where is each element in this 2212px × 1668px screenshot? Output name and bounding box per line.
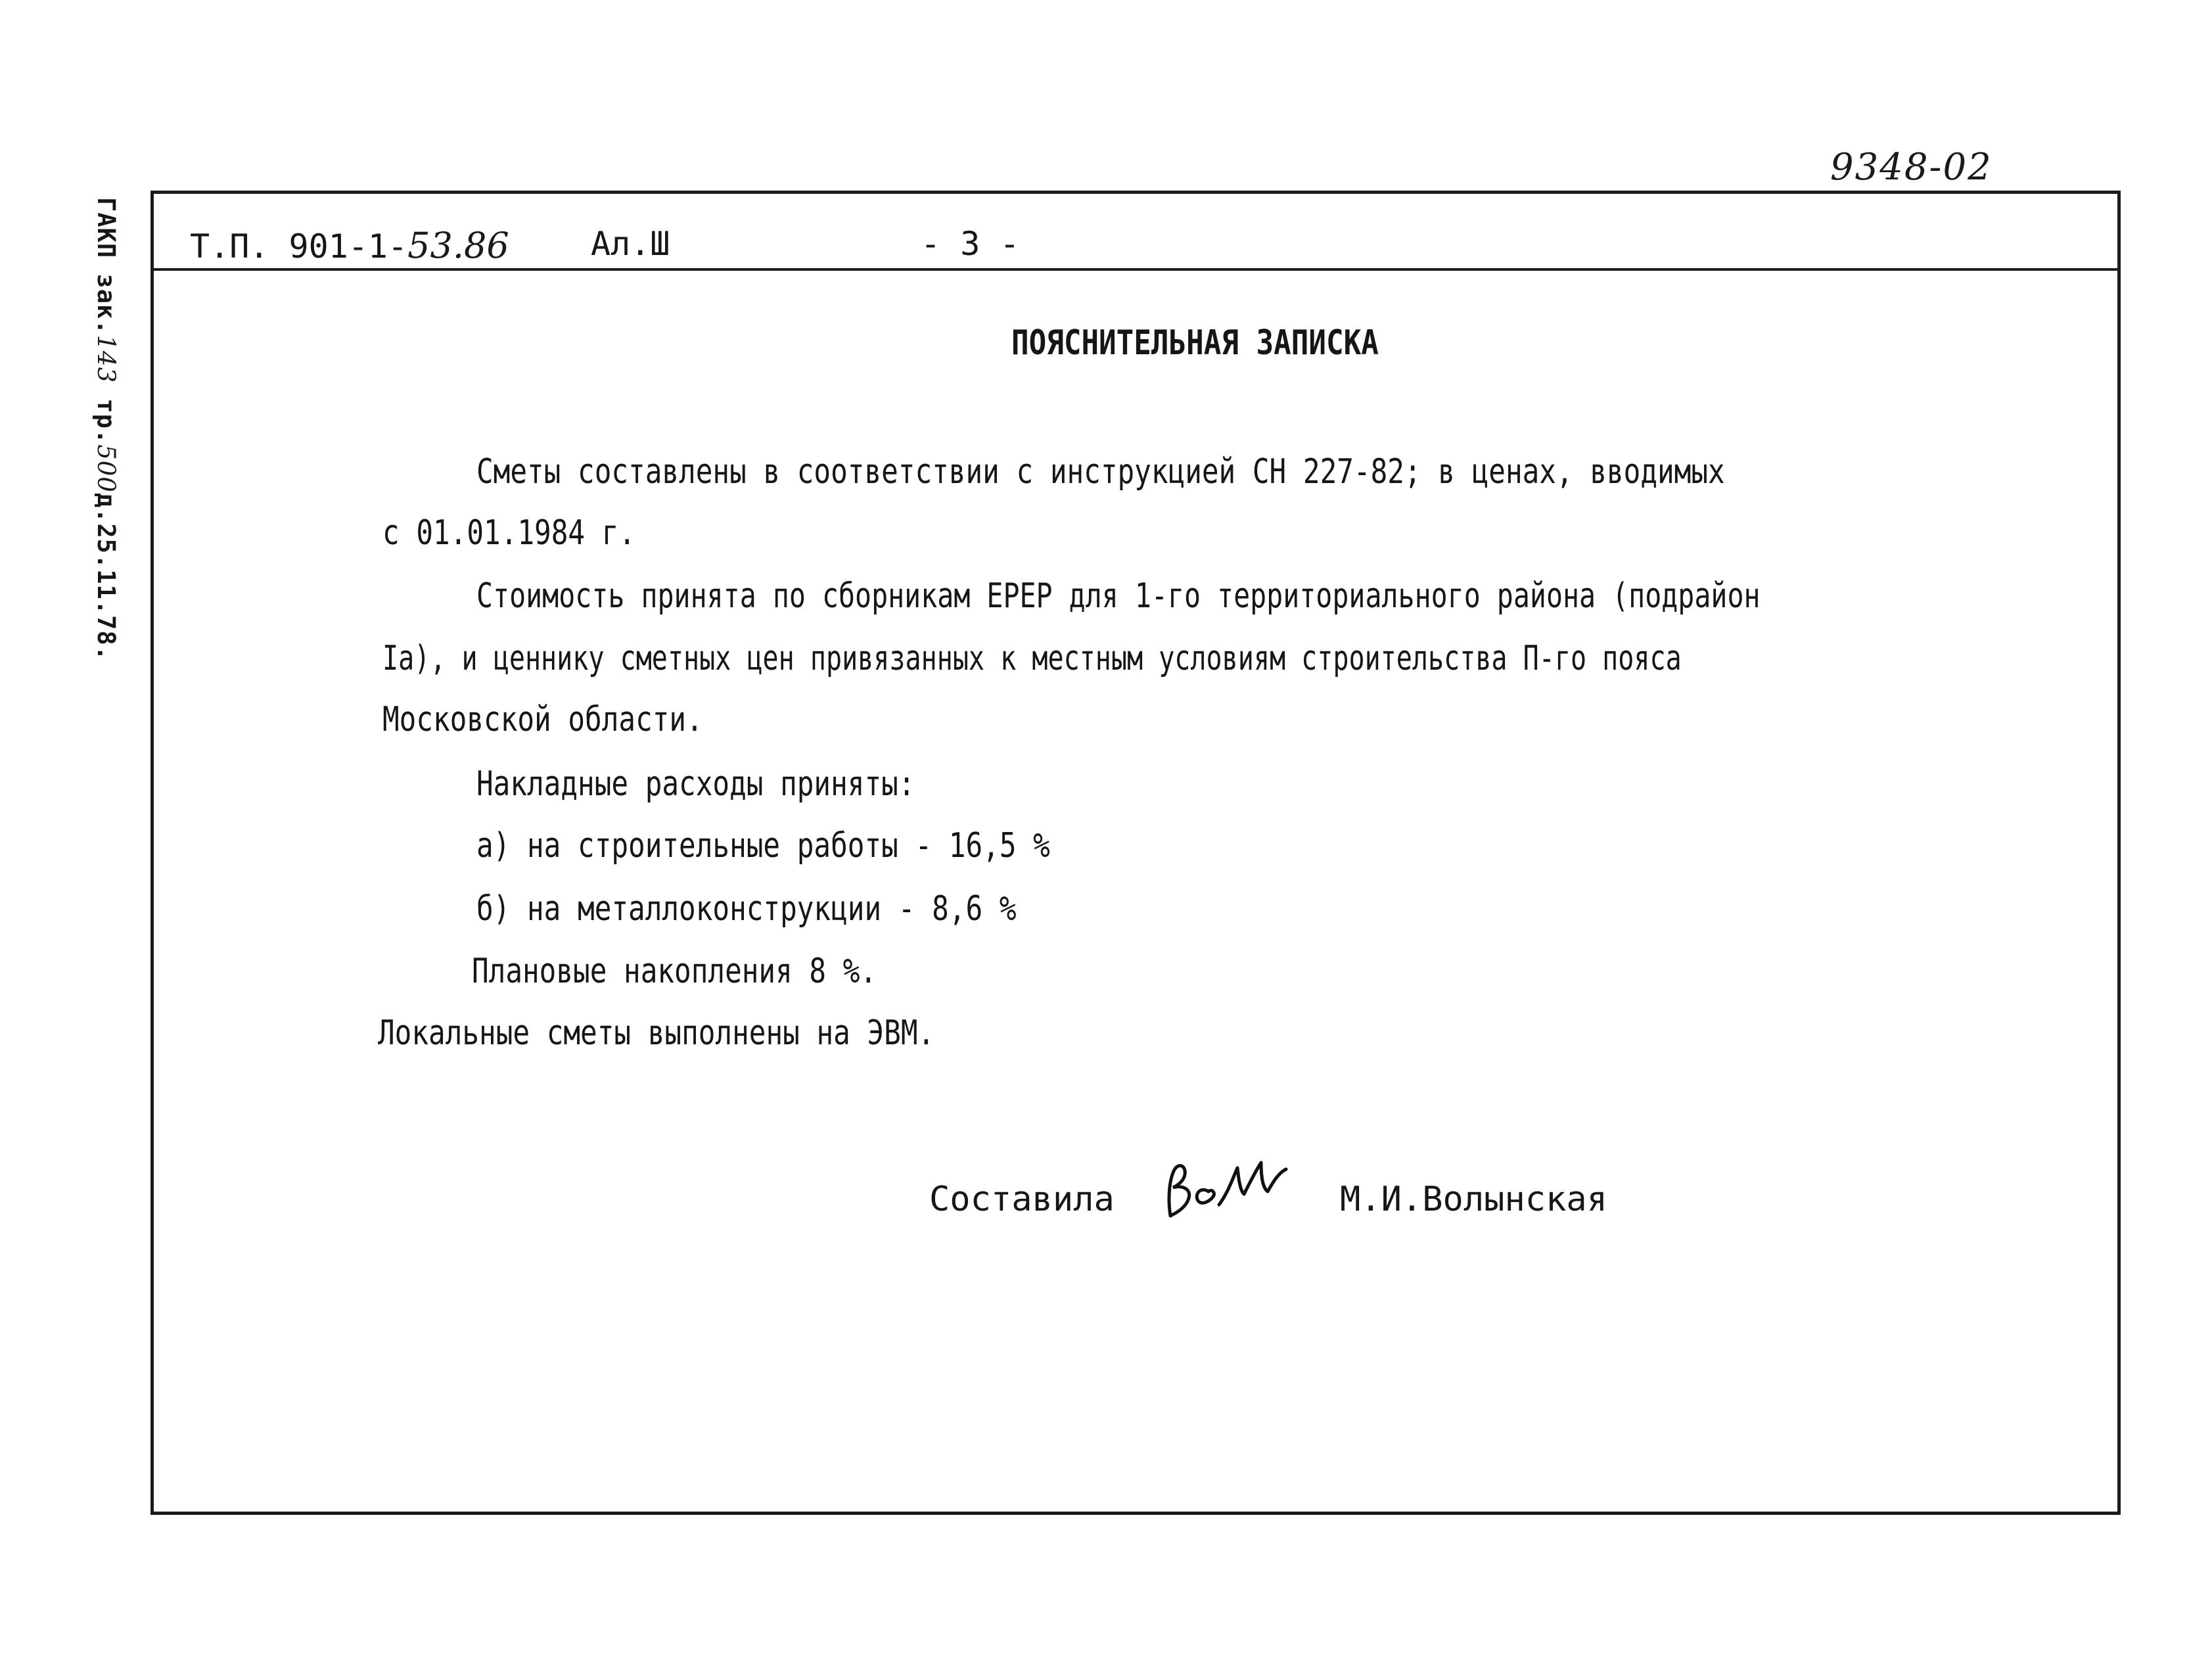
handwritten-signature <box>1163 1153 1294 1226</box>
page-number: - 3 - <box>921 225 1020 263</box>
body-line: а) на строительные работы - 16,5 % <box>476 826 1050 866</box>
body-line: Плановые накопления 8 %. <box>472 952 877 991</box>
stamp-copies: 500 <box>92 444 120 493</box>
signature-name: М.И.Волынская <box>1340 1180 1607 1219</box>
document-frame <box>150 191 2121 1515</box>
print-stamp <box>92 197 120 661</box>
header-divider <box>154 268 2117 271</box>
body-line: Iа), и ценнику сметных цен привязанных к местным условиям строительства П-го пояса <box>382 639 1682 678</box>
body-line: б) на металлоконструкции - 8,6 % <box>476 889 1017 929</box>
signature-label: Составила <box>929 1180 1115 1219</box>
project-code-handwritten: 53.86 <box>407 225 509 266</box>
body-line: Московской области. <box>382 700 703 739</box>
stamp-suffix: д.25.11.78. <box>92 492 120 661</box>
body-line: Локальные сметы выполнены на ЭВМ. <box>378 1013 935 1053</box>
body-line: Накладные расходы приняты: <box>476 764 915 804</box>
album-number: Ал.Ш <box>591 225 670 263</box>
stamp-middle: тр. <box>92 383 120 445</box>
project-code-prefix: Т.П. 901-1- <box>190 227 408 266</box>
project-code <box>190 225 509 266</box>
stamp-order-number: 143 <box>92 335 120 384</box>
body-line: Стоимость принята по сборникам ЕРЕР для 1-го территориального района (подрайон <box>476 576 1761 616</box>
stamp-prefix: ГАКП зак. <box>92 197 120 335</box>
handwritten-document-number: 9348-02 <box>1830 146 1993 189</box>
body-line: с 01.01.1984 г. <box>382 513 636 553</box>
body-line: Сметы составлены в соответствии с инструкцией СН 227-82; в ценах, вводимых <box>476 452 1725 492</box>
page-title: ПОЯСНИТЕЛЬНАЯ ЗАПИСКА <box>1011 323 1379 363</box>
